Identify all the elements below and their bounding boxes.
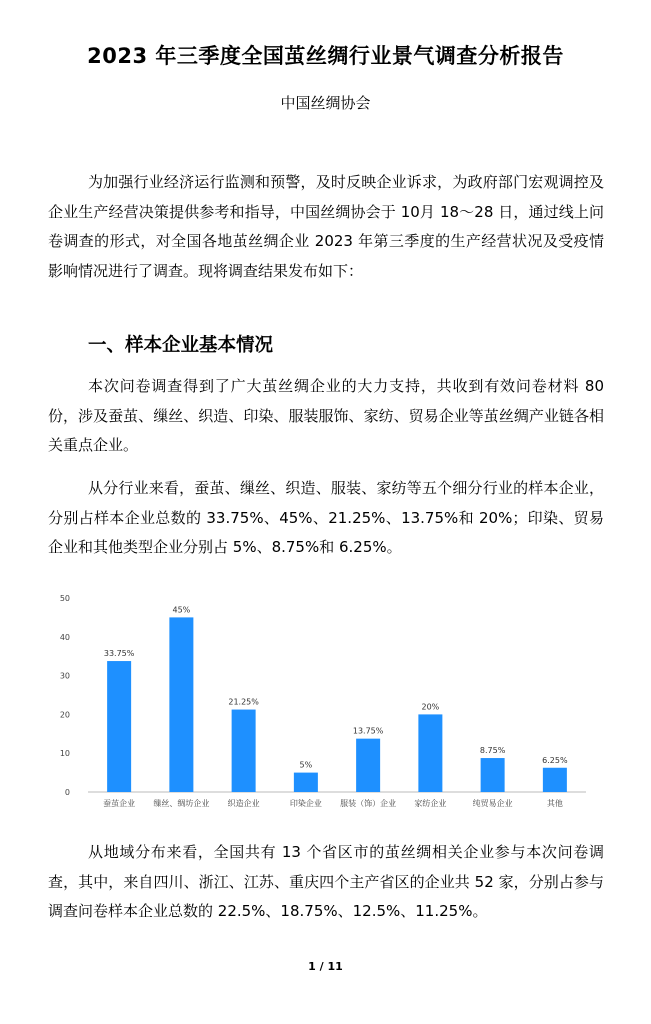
bar bbox=[294, 773, 318, 792]
data-label: 21.25% bbox=[228, 697, 259, 707]
bar bbox=[169, 617, 193, 792]
industry-bar-chart bbox=[54, 588, 594, 818]
data-label: 45% bbox=[172, 605, 191, 615]
category-label: 印染企业 bbox=[289, 799, 322, 808]
category-label: 其他 bbox=[546, 799, 563, 808]
y-tick-label: 30 bbox=[59, 671, 70, 681]
y-tick-label: 20 bbox=[59, 710, 70, 720]
category-label: 缫丝、绸坊企业 bbox=[153, 799, 210, 808]
y-tick-label: 0 bbox=[64, 788, 70, 797]
page-title: 2023 年三季度全国茧丝绸行业景气调查分析报告 bbox=[87, 44, 564, 68]
data-label: 6.25% bbox=[542, 755, 568, 765]
data-label: 5% bbox=[299, 760, 313, 770]
category-label: 家纺企业 bbox=[414, 799, 447, 808]
y-tick-label: 50 bbox=[59, 594, 70, 603]
y-tick-label: 40 bbox=[59, 632, 70, 642]
bar bbox=[356, 739, 380, 792]
category-label: 纯贸易企业 bbox=[472, 799, 513, 808]
category-label: 蚕茧企业 bbox=[103, 799, 136, 808]
data-label: 33.75% bbox=[103, 649, 135, 659]
category-label: 服装（饰）企业 bbox=[340, 799, 397, 808]
sample-paragraph: 本次问卷调查得到了广大茧丝绸企业的大力支持，共收到有效问卷材料 80 份，涉及蚕茧、缫丝、织造、印染、服装服饰、家纺、贸易企业等茧丝绸产业链各相关重点企业。 bbox=[48, 377, 604, 454]
industry-paragraph: 从分行业来看，蚕茧、缫丝、织造、服装、家纺等五个细分行业的样本企业，分别占样本企业总数的 33.75%、45%、21.25%、13.75%和 20%；印染、贸易企业和其他类型企业分别占 5%、8.75%和 6.25%。 bbox=[48, 479, 604, 556]
page-number: 1 / 11 bbox=[308, 960, 343, 973]
section-heading: 一、样本企业基本情况 bbox=[88, 335, 274, 356]
organization-name: 中国丝绸协会 bbox=[280, 94, 371, 112]
y-tick-label: 10 bbox=[59, 749, 70, 759]
intro-paragraph: 为加强行业经济运行监测和预警，及时反映企业诉求，为政府部门宏观调控及企业生产经营决策提供参考和指导，中国丝绸协会于 10月 18～28 日，通过线上问卷调查的形式，对全国各地茧丝绸企业 2023 年第三季度的生产经营状况及受疫情影响情况进行了调查。现将调查结果发布如下： bbox=[48, 173, 604, 280]
data-label: 20% bbox=[421, 702, 440, 712]
region-paragraph: 从地域分布来看，全国共有 13 个省区市的茧丝绸相关企业参与本次问卷调查，其中，来自四川、浙江、江苏、重庆四个主产省区的企业共 52 家，分别占参与调查问卷样本企业总数的 22.5%、18.75%、12.5%、11.25%。 bbox=[48, 843, 604, 920]
category-label: 织造企业 bbox=[227, 799, 260, 808]
bar bbox=[232, 710, 256, 792]
bar bbox=[543, 768, 567, 792]
data-label: 13.75% bbox=[352, 726, 384, 736]
bar bbox=[418, 714, 442, 792]
bar bbox=[481, 758, 505, 792]
bar bbox=[107, 661, 131, 792]
data-label: 8.75% bbox=[479, 746, 506, 756]
